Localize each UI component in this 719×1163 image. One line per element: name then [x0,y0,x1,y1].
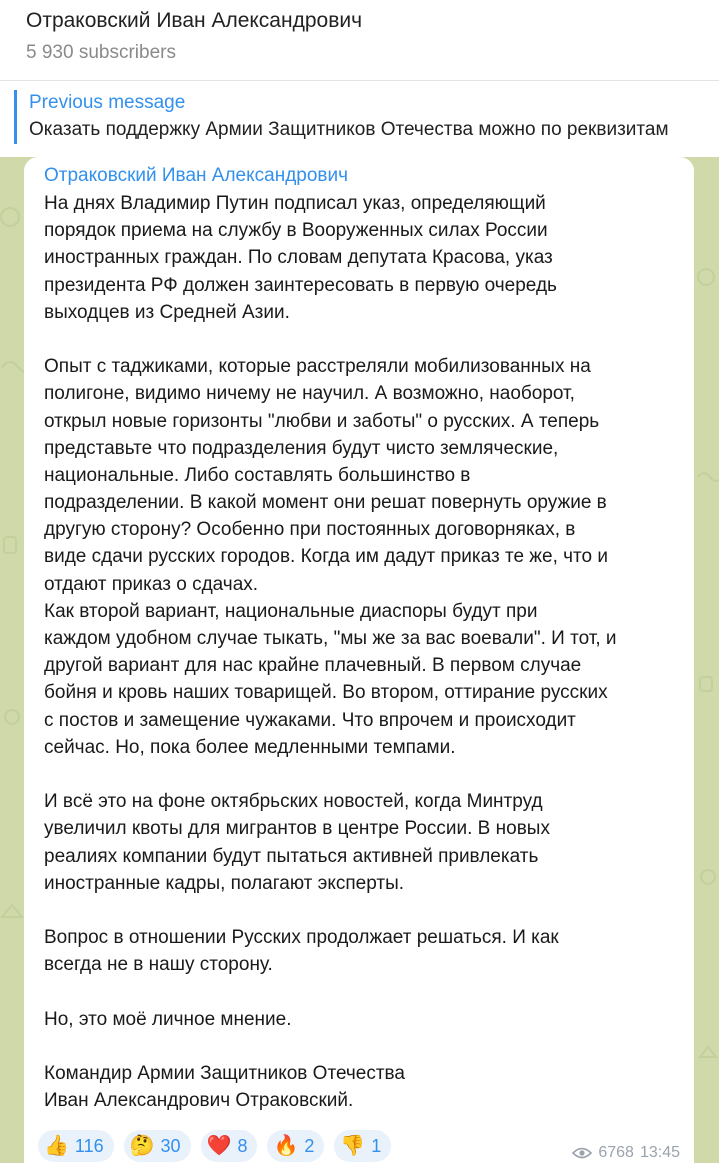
message-time: 13:45 [639,1144,680,1161]
reaction-emoji-icon: 👎 [340,1135,366,1157]
message-line: И всё это на фоне октябрьских новостей, когда Минтруд [44,791,543,813]
message-line: иностранных граждан. По словам депутата Красова, указ [44,247,553,269]
message-line: сейчас. Но, пока более медленными темпами. [44,736,456,758]
message-line [44,326,684,353]
reaction-button[interactable] [267,1130,324,1162]
reactions-bar [38,1130,391,1163]
message-line: Опыт с таджиками, которые расстреляли мобилизованных на [44,356,591,378]
message-sender[interactable]: Отраковский Иван Александрович [44,165,349,186]
message-line: увеличил квоты для мигрантов в центре России. В новых [44,818,550,840]
message-line: бойня и кровь наших товарищей. Во втором, оттирание русских [44,682,608,704]
message-line: подразделении. В какой момент они решат повернуть оружие в [44,492,607,514]
message-line [44,897,684,924]
message-line: порядок приема на службу в Вооруженных силах России [44,220,548,242]
chat-background [0,157,719,1163]
message-line: реалиях компании будут пытаться активней привлекать [44,845,539,867]
reaction-count: 30 [160,1135,181,1156]
message-line [44,978,684,1005]
message-meta [572,1144,680,1162]
message-bubble[interactable] [24,157,694,1163]
message-line [44,1033,684,1060]
reaction-emoji-icon: 🤔 [129,1135,155,1157]
reaction-emoji-icon: 👍 [44,1135,69,1157]
message-line: выходцев из Средней Азии. [44,301,290,323]
reaction-button[interactable] [38,1130,114,1162]
pinned-message-bar[interactable] [0,81,719,157]
reaction-button[interactable] [334,1130,391,1162]
message-line: другой вариант для нас крайне плачевный. В первом случае [44,655,582,677]
reaction-emoji-icon: 🔥 [273,1135,299,1157]
reaction-count: 116 [74,1135,104,1156]
message-line: отдают приказ о сдачах. [44,573,259,595]
message-line: полигоне, видимо ничему не научил. А возможно, наоборот, [44,383,575,405]
message-line: На днях Владимир Путин подписал указ, определяющий [44,193,546,214]
message-line: Как второй вариант, национальные диаспоры будут при [44,600,538,622]
message-line: каждом удобном случае тыкать, "мы же за вас воевали". И тот, и [44,628,617,649]
message-line [44,761,684,788]
message-line: открыл новые горизонты "любви и заботы" о русских. А теперь [44,410,600,432]
message-text [44,190,684,1114]
reaction-button[interactable] [124,1130,191,1162]
pinned-accent-bar [14,90,17,144]
message-line: президента РФ должен заинтересовать в первую очередь [44,274,557,296]
message-line: иностранные кадры, полагают эксперты. [44,872,405,894]
message-line: всегда не в нашу сторону. [44,954,273,976]
view-count: 6768 [598,1144,634,1161]
views-icon [572,1147,592,1159]
channel-header[interactable] [0,0,719,80]
reaction-button[interactable] [201,1130,258,1162]
reaction-count: 2 [304,1135,315,1156]
message-line: представьте что подразделения будут чисто земляческие, [44,437,559,459]
message-line: виде сдачи русских городов. Когда им дадут приказ те же, что и [44,546,608,568]
pinned-text: Оказать поддержку Армии Защитников Отечества можно по реквизитам [29,119,669,140]
message-line: другую сторону? Особенно при постоянных договорняках, в [44,519,576,541]
subscriber-count: 5 930 subscribers [26,42,176,63]
reaction-count: 8 [237,1135,248,1156]
message-line: с постов и замещение чужаками. Что впрочем и происходит [44,709,576,731]
pinned-title: Previous message [29,92,186,113]
message-line: Но, это моё личное мнение. [44,1008,292,1030]
reaction-emoji-icon: ❤️ [206,1135,232,1157]
message-line: Иван Александрович Отраковский. [44,1090,354,1112]
message-line: национальные. Либо составлять большинство в [44,464,471,486]
message-line: Вопрос в отношении Русских продолжает решаться. И как [44,927,559,949]
reaction-count: 1 [371,1135,382,1156]
message-line: Командир Армии Защитников Отечества [44,1063,405,1084]
channel-title[interactable]: Отраковский Иван Александрович [26,9,363,32]
